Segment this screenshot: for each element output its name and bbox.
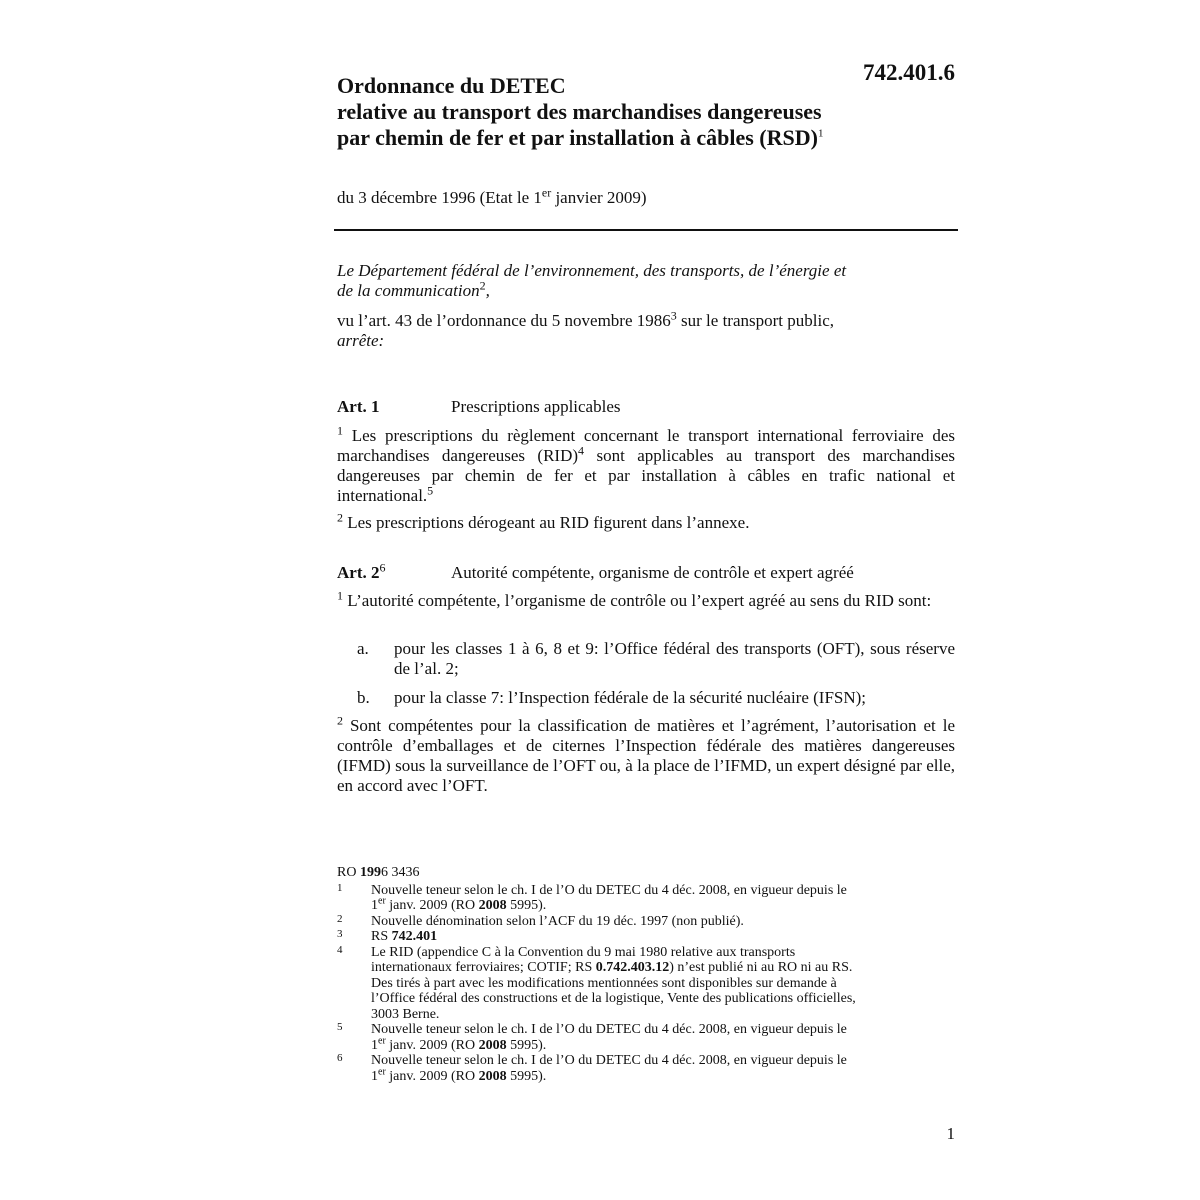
art-1-paragraph-2 — [337, 510, 955, 533]
footnote-number: 3 — [337, 928, 343, 940]
date-sup: er — [541, 185, 552, 200]
footnote-line: Nouvelle dénomination selon l’ACF du 19 déc. 1997 (non publié). — [371, 913, 744, 929]
legal-basis — [337, 308, 957, 331]
art-2-number-text: Art. 2 — [337, 563, 380, 582]
footnote-2 — [337, 914, 937, 930]
authority-line-1: Le Département fédéral de l’environnement, des transports, de l’énergie et — [337, 261, 847, 280]
footnote-line: Nouvelle teneur selon le ch. I de l’O du DETEC du 4 déc. 2008, en vigueur depuis le — [371, 1053, 847, 1068]
art-1-number: Art. 1 — [337, 397, 380, 416]
footnote-line — [371, 929, 937, 945]
authority-end: , — [485, 281, 490, 300]
footnote-line — [371, 1065, 937, 1085]
art-1-heading — [337, 397, 621, 417]
footnote-line — [371, 895, 937, 914]
list-item-text: pour la classe 7: l’Inspection fédérale de la sécurité nucléaire (IFSN); — [394, 688, 867, 707]
footnote-text: 5995). — [506, 1068, 547, 1084]
footnote-bold[interactable]: 742.401 — [391, 929, 438, 944]
footnote-sup: er — [378, 895, 386, 907]
ro-suffix: 6 3436 — [380, 865, 420, 880]
footnote-line: l’Office fédéral des constructions et de la logistique, Vente des publications officielles, — [371, 991, 856, 1006]
art-2-paragraph-1 — [337, 588, 955, 611]
legal-basis-before: vu l’art. 43 de l’ordonnance du 5 novembre 1986 — [337, 311, 671, 330]
list-item-label: a. — [357, 639, 369, 658]
legal-basis-after: sur le transport public, — [676, 311, 834, 330]
authority-line-2 — [337, 278, 957, 301]
footnote-line: Le RID (appendice C à la Convention du 9 mai 1980 relative aux transports — [371, 944, 796, 960]
preamble — [337, 261, 957, 351]
art-1-p1-text-b: sont applicables au transport des marchandises dangereuses par chemin de fer et par installation à câbles en trafic national et international. — [337, 446, 955, 505]
footnote-line: Nouvelle teneur selon le ch. I de l’O du DETEC du 4 déc. 2008, en vigueur depuis le — [371, 882, 847, 898]
footnote-text: janv. 2009 (RO — [385, 1037, 479, 1053]
ro-reference — [337, 865, 937, 881]
art-2-p2-text: Sont compétentes pour la classification de matières et l’agrément, l’autorisation et le contrôle d’emballages et de citernes l’Inspection fédérale des matières dangereuses (IFMD) sous la surveillance de l’OFT ou, à la place de l’IFMD, un expert désigné par elle, en accord avec l’OFT. — [337, 716, 955, 795]
footnote-text: janv. 2009 (RO — [385, 1068, 479, 1084]
list-item — [357, 639, 955, 679]
footnote-4 — [337, 945, 937, 1023]
ro-bold: 199 — [359, 865, 381, 880]
footnote-ref-5[interactable]: 5 — [427, 483, 434, 498]
date-line — [337, 185, 647, 208]
date-suffix: janvier 2009) — [551, 188, 647, 207]
footnote-text: internationaux ferroviaires; COTIF; RS — [371, 960, 596, 975]
footnote-number: 6 — [337, 1052, 343, 1064]
paragraph-number: 1 — [337, 423, 343, 438]
title-line-1: Ordonnance du DETEC — [337, 73, 566, 98]
footnotes — [337, 865, 937, 1084]
paragraph-number: 2 — [337, 713, 343, 728]
authority-footnote-ref[interactable]: 2 — [479, 278, 486, 293]
footnote-number: 1 — [337, 881, 343, 894]
footnote-number: 5 — [337, 1021, 343, 1033]
footnote-line — [371, 1034, 937, 1054]
header-divider — [334, 229, 958, 231]
footnote-number: 2 — [337, 912, 343, 925]
art-2-p1-text: L’autorité compétente, l’organisme de contrôle ou l’expert agréé au sens du RID sont: — [343, 591, 932, 610]
art-2-paragraph-2 — [337, 713, 955, 796]
art-1-p2-text: Les prescriptions dérogeant au RID figurent dans l’annexe. — [343, 513, 750, 532]
footnote-ref-4[interactable]: 4 — [578, 443, 585, 458]
footnote-sup: er — [378, 1065, 386, 1077]
footnote-bold: 2008 — [478, 1037, 507, 1053]
footnote-line: 3003 Berne. — [371, 1006, 440, 1022]
title-line-3-text: par chemin de fer et par installation à câbles (RSD) — [337, 125, 818, 150]
footnote-number: 4 — [337, 943, 343, 956]
footnote-text: 1 — [371, 898, 378, 913]
document-title — [337, 73, 857, 151]
footnote-text: RS — [371, 929, 392, 944]
footnote-sup: er — [378, 1034, 386, 1046]
footnote-line — [371, 960, 937, 976]
title-line-2: relative au transport des marchandises dangereuses — [337, 99, 822, 124]
footnote-text: janv. 2009 (RO — [385, 898, 479, 913]
ro-prefix: RO — [337, 865, 360, 880]
paragraph-number: 1 — [337, 588, 343, 603]
art-1-p1-text-a: Les prescriptions du règlement concernant le transport international ferroviaire des marchandises dangereuses (RID) — [337, 426, 955, 465]
footnote-bold[interactable]: 0.742.403.12 — [595, 960, 670, 975]
footnote-text: 5995). — [506, 898, 547, 913]
footnote-5 — [337, 1022, 937, 1053]
footnote-text: 1 — [371, 1037, 378, 1053]
list-item — [357, 688, 955, 708]
footnote-1 — [337, 883, 937, 914]
footnote-6 — [337, 1053, 937, 1084]
footnote-ref-6[interactable]: 6 — [379, 560, 386, 575]
decree: arrête: — [337, 331, 385, 350]
art-2-heading — [337, 560, 854, 583]
authority-line-2-text: de la communication — [337, 281, 480, 300]
list-item-text: pour les classes 1 à 6, 8 et 9: l’Office fédéral des transports (OFT), sous réserve de l’al. 2; — [394, 639, 955, 678]
sr-number: 742.401.6 — [863, 60, 955, 85]
footnote-line: Des tirés à part avec les modifications mentionnées sont disponibles sur demande à — [371, 975, 837, 991]
art-2-number — [337, 560, 451, 583]
footnote-text: ) n’est publié ni au RO ni au RS. — [669, 960, 853, 975]
footnote-bold: 2008 — [478, 1068, 507, 1084]
art-1-title: Prescriptions applicables — [451, 397, 621, 416]
paragraph-number: 2 — [337, 510, 343, 525]
footnote-text: 1 — [371, 1068, 378, 1084]
footnote-3 — [337, 929, 937, 945]
art-2-title: Autorité compétente, organisme de contrôle et expert agréé — [451, 563, 854, 582]
footnote-text: 5995). — [506, 1037, 547, 1053]
title-footnote-ref[interactable]: 1 — [817, 127, 824, 140]
date-prefix: du 3 décembre 1996 (Etat le 1 — [337, 188, 542, 207]
footnote-bold: 2008 — [478, 898, 507, 913]
page-number: 1 — [946, 1124, 955, 1143]
basis-footnote-ref[interactable]: 3 — [670, 308, 677, 323]
list-item-label: b. — [357, 688, 370, 707]
footnote-line: Nouvelle teneur selon le ch. I de l’O du DETEC du 4 déc. 2008, en vigueur depuis le — [371, 1022, 847, 1037]
title-line-3 — [337, 125, 857, 151]
art-1-paragraph-1 — [337, 423, 955, 506]
